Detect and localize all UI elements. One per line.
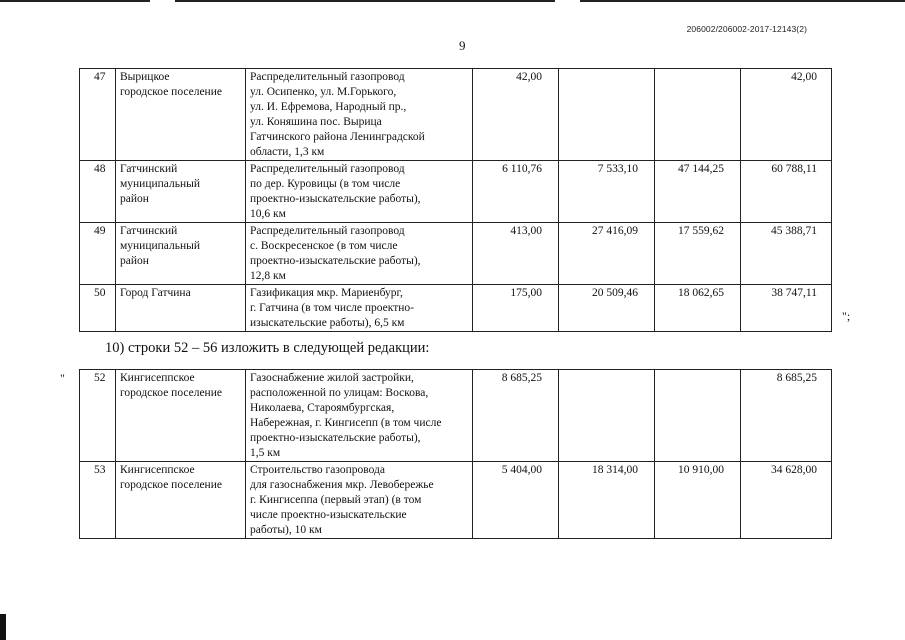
object-cell: Распределительный газопровод по дер. Куровицы (в том числе проектно-изыскательские работы), 10,6 км (246, 161, 473, 223)
row-number: 49 (80, 223, 116, 285)
total-cell: 60 788,11 (741, 161, 832, 223)
table-row (80, 285, 832, 332)
document-id: 206002/206002-2017-12143(2) (686, 24, 807, 34)
municipality-cell: Город Гатчина (116, 285, 246, 332)
scan-corner-mark (0, 614, 6, 640)
closing-quote: "; (842, 309, 851, 323)
row-number: 48 (80, 161, 116, 223)
table-row (80, 462, 832, 539)
scan-edge-line (0, 0, 905, 3)
value-cell-3 (655, 370, 741, 462)
row-number: 53 (80, 462, 116, 539)
municipality-cell: Гатчинский муниципальный район (116, 161, 246, 223)
value-cell-1: 8 685,25 (473, 370, 559, 462)
value-cell-2: 20 509,46 (559, 285, 655, 332)
value-cell-3: 10 910,00 (655, 462, 741, 539)
municipality-cell: Кингисеппское городское поселение (116, 370, 246, 462)
municipality-cell: Вырицкое городское поселение (116, 69, 246, 161)
municipality-cell: Гатчинский муниципальный район (116, 223, 246, 285)
opening-quote: " (60, 371, 65, 385)
total-cell: 45 388,71 (741, 223, 832, 285)
amendment-instruction: 10) строки 52 – 56 изложить в следующей редакции: (105, 340, 430, 356)
value-cell-2: 18 314,00 (559, 462, 655, 539)
municipality-cell: Кингисеппское городское поселение (116, 462, 246, 539)
value-cell-1: 6 110,76 (473, 161, 559, 223)
object-cell: Строительство газопровода для газоснабжения мкр. Левобережье г. Кингисеппа (первый этап) (в том числе проектно-изыскательские работы), 10 км (246, 462, 473, 539)
table-row (80, 161, 832, 223)
value-cell-1: 175,00 (473, 285, 559, 332)
value-cell-3: 47 144,25 (655, 161, 741, 223)
value-cell-1: 413,00 (473, 223, 559, 285)
row-number: 50 (80, 285, 116, 332)
object-cell: Газоснабжение жилой застройки, расположенной по улицам: Воскова, Николаева, Староямбургская, Набережная, г. Кингисепп (в том числе проектно-изыскательские работы), 1,5 км (246, 370, 473, 462)
object-cell: Распределительный газопровод с. Воскресенское (в том числе проектно-изыскательские работы), 12,8 км (246, 223, 473, 285)
value-cell-2: 27 416,09 (559, 223, 655, 285)
object-cell: Газификация мкр. Мариенбург, г. Гатчина (в том числе проектно- изыскательские работы), 6,5 км (246, 285, 473, 332)
object-cell: Распределительный газопровод ул. Осипенко, ул. М.Горького, ул. И. Ефремова, Народный пр., ул. Коняшина пос. Вырица Гатчинского района Ленинградской области, 1,3 км (246, 69, 473, 161)
total-cell: 34 628,00 (741, 462, 832, 539)
value-cell-3: 18 062,65 (655, 285, 741, 332)
gas-pipeline-table-top (79, 68, 832, 332)
table-row (80, 223, 832, 285)
value-cell-1: 42,00 (473, 69, 559, 161)
row-number: 47 (80, 69, 116, 161)
gas-pipeline-table-bottom (79, 369, 832, 539)
value-cell-1: 5 404,00 (473, 462, 559, 539)
value-cell-2 (559, 69, 655, 161)
value-cell-3 (655, 69, 741, 161)
total-cell: 8 685,25 (741, 370, 832, 462)
row-number: 52 (80, 370, 116, 462)
value-cell-2: 7 533,10 (559, 161, 655, 223)
total-cell: 42,00 (741, 69, 832, 161)
value-cell-2 (559, 370, 655, 462)
page-number: 9 (459, 38, 466, 53)
table-row (80, 370, 832, 462)
total-cell: 38 747,11 (741, 285, 832, 332)
value-cell-3: 17 559,62 (655, 223, 741, 285)
table-row (80, 69, 832, 161)
